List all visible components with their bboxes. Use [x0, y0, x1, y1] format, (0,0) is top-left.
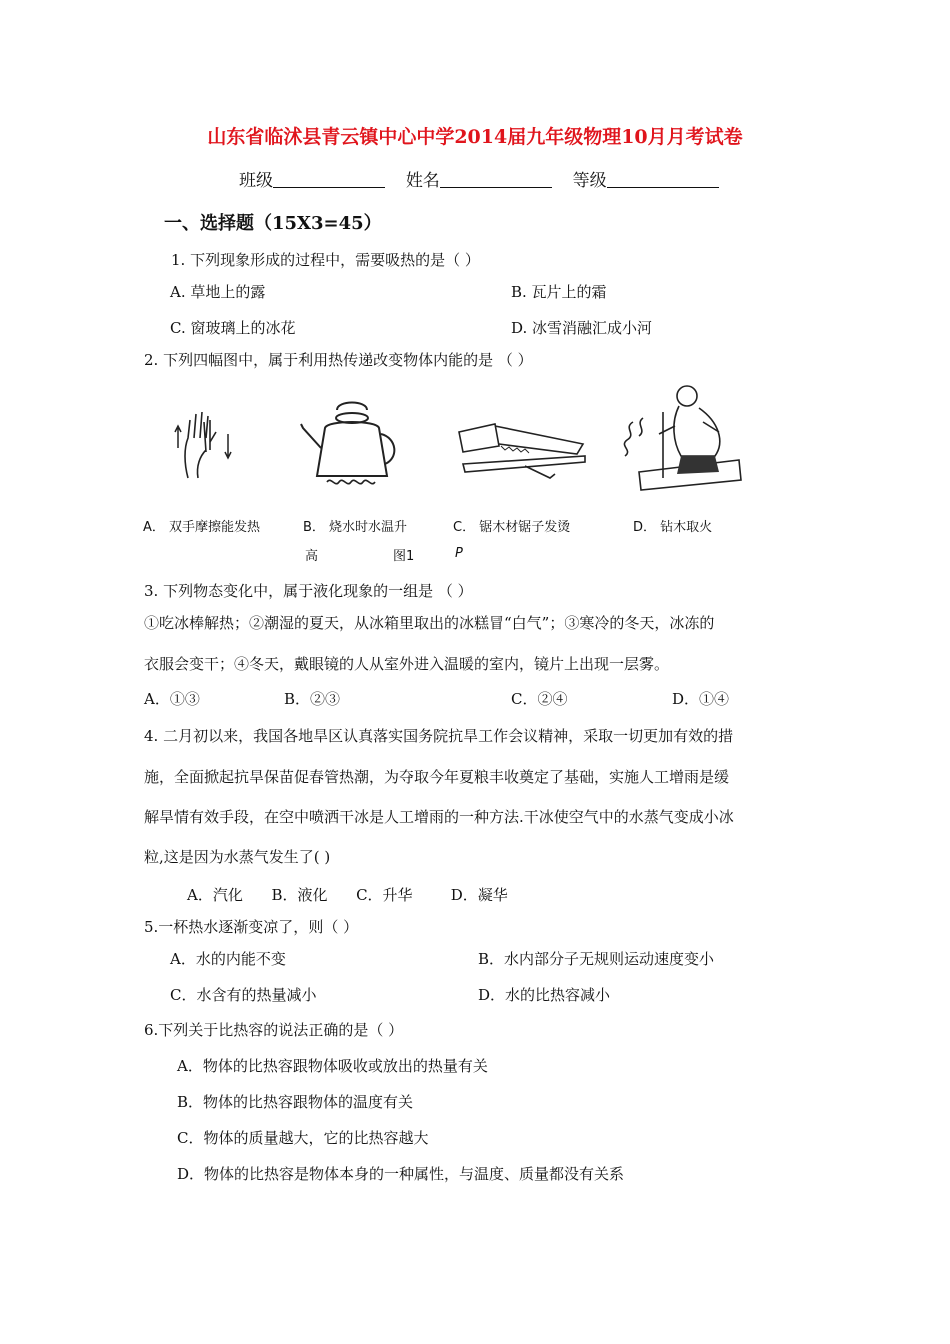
q6-stem: 6.下列关于比热容的说法正确的是（ ）: [144, 1021, 404, 1039]
q1-option-b: B. 瓦片上的霜: [511, 283, 607, 301]
q2-caption-b-cont: 高: [305, 549, 319, 564]
q2-caption-c: C． 锯木材锯子发烫: [453, 520, 571, 535]
q1-option-d: D. 冰雪消融汇成小河: [511, 319, 653, 337]
q4-options: A．汽化 B．液化 C．升华 D．凝华: [187, 886, 508, 904]
class-label: 班级: [239, 171, 273, 191]
q4-line-2: 施，全面掀起抗旱保苗促春管热潮，为夺取今年夏粮丰收奠定了基础，实施人工增雨是缓: [144, 768, 730, 786]
saw-figure: [455, 412, 590, 482]
section-heading: 一、选择题（15X3=45）: [164, 213, 382, 234]
q5-option-d: D．水的比热容减小: [478, 986, 611, 1004]
q6-option-b: B．物体的比热容跟物体的温度有关: [177, 1093, 414, 1111]
q4-line-4: 粒,这是因为水蒸气发生了( ): [144, 848, 331, 866]
q3-option-b: B．②③: [284, 690, 341, 708]
grade-label: 等级: [572, 171, 607, 191]
figure-label: 图1: [393, 549, 415, 564]
q3-stem: 3. 下列物态变化中，属于液化现象的一组是 （ ）: [144, 582, 473, 600]
q2-stem: 2. 下列四幅图中，属于利用热传递改变物体内能的是 （ ）: [144, 351, 533, 369]
class-blank[interactable]: [273, 169, 385, 188]
q5-stem: 5.一杯热水逐渐变凉了，则（ ）: [144, 918, 359, 936]
q3-option-d: D．①④: [672, 690, 730, 708]
q2-caption-b: B． 烧水时水温升: [303, 520, 408, 535]
header-fields: [239, 166, 719, 191]
hands-rubbing-figure: [170, 408, 240, 483]
name-blank[interactable]: [440, 169, 552, 188]
q5-option-a: A．水的内能不变: [170, 950, 286, 968]
q5-option-c: C．水含有的热量减小: [170, 986, 317, 1004]
q6-option-a: A．物体的比热容跟物体吸收或放出的热量有关: [177, 1057, 488, 1075]
q4-line-1: 4. 二月初以来，我国各地旱区认真落实国务院抗旱工作会议精神，采取一切更加有效的措: [144, 727, 734, 745]
q6-option-d: D．物体的比热容是物体本身的一种属性，与温度、质量都没有关系: [177, 1165, 625, 1183]
name-label: 姓名: [405, 171, 440, 191]
q1-option-a: A. 草地上的露: [170, 283, 266, 301]
q1-option-c: C. 窗玻璃上的冰花: [170, 319, 296, 337]
q1-stem: 1. 下列现象形成的过程中，需要吸热的是（ ）: [171, 251, 480, 269]
exam-title: 山东省临沭县青云镇中心中学2014届九年级物理10月月考试卷: [207, 126, 743, 148]
q3-option-c: C．②④: [511, 690, 568, 708]
fire-drilling-figure: [615, 382, 745, 492]
q5-option-b: B．水内部分子无规则运动速度变小: [478, 950, 715, 968]
q2-caption-c-cont: P: [455, 546, 463, 561]
q4-line-3: 解旱情有效手段，在空中喷洒干冰是人工增雨的一种方法.干冰使空气中的水蒸气变成小冰: [144, 808, 734, 826]
q3-line-1: ①吃冰棒解热；②潮湿的夏天，从冰箱里取出的冰糕冒“白气”；③寒冷的冬天，冰冻的: [144, 614, 715, 632]
grade-blank[interactable]: [607, 169, 719, 188]
q6-option-c: C．物体的质量越大，它的比热容越大: [177, 1129, 429, 1147]
q3-line-2: 衣服会变干；④冬天，戴眼镜的人从室外进入温暖的室内，镜片上出现一层雾。: [144, 655, 670, 673]
q3-option-a: A．①③: [144, 690, 200, 708]
q2-caption-d: D． 钻木取火: [633, 520, 713, 535]
q2-caption-a: A． 双手摩擦能发热: [143, 520, 261, 535]
kettle-figure: [297, 398, 407, 493]
